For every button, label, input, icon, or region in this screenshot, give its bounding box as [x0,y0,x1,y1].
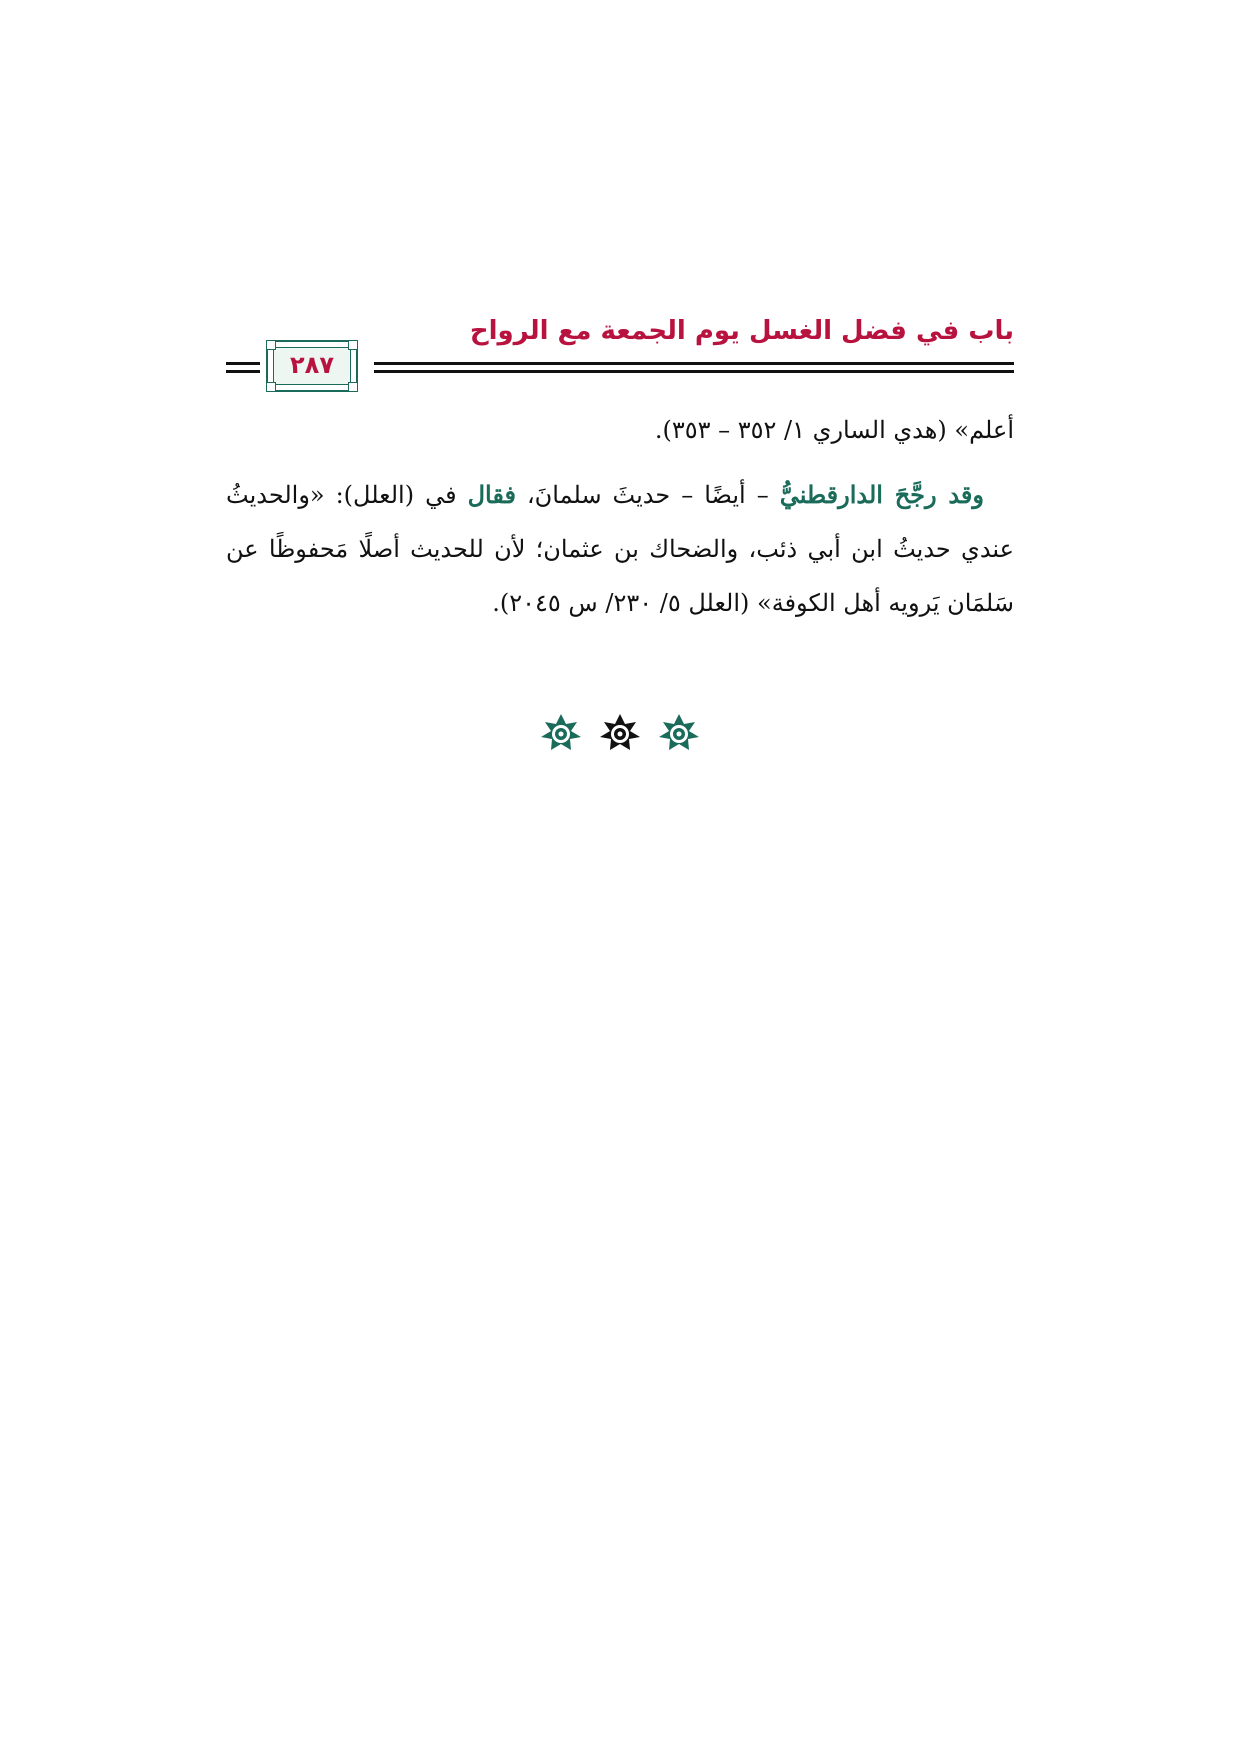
page-header [226,310,1014,392]
paragraph-continuation: أعلم» (هدي الساري ١/ ٣٥٢ – ٣٥٣). [654,416,1014,444]
text-segment: – أيضًا – حديثَ سلمانَ، [515,481,780,509]
frame-corner-icon [266,340,276,350]
header-rule [226,362,260,365]
header-rule [374,370,1014,373]
star-flower-icon [540,713,582,755]
header-rule [374,362,1014,365]
page-number-frame [266,340,358,392]
lead-phrase: وقد رجَّحَ الدارقطنيُّ [779,480,984,509]
frame-corner-icon [348,382,358,392]
header-rule [226,370,260,373]
frame-corner-icon [348,340,358,350]
page-number: ٢٨٧ [290,351,334,379]
paragraph-main [226,468,1014,630]
bold-word: فقال [467,480,516,509]
text-segment: في (العلل): «والحديثُ عندي حديثُ ابن أبي ذئب، والضحاك بن عثمان؛ لأن للحديث أصلًا مَحفوظًا عن سَلمَان يَرويه أهل الكوفة» (العلل ٥/ ٢٣٠/ س ٢٠٤٥). [226,481,1014,617]
star-flower-icon [658,713,700,755]
running-title: باب في فضل الغسل يوم الجمعة مع الرواح [469,316,1014,346]
star-flower-icon [599,713,641,755]
section-end-ornaments [540,712,700,756]
frame-corner-icon [266,382,276,392]
